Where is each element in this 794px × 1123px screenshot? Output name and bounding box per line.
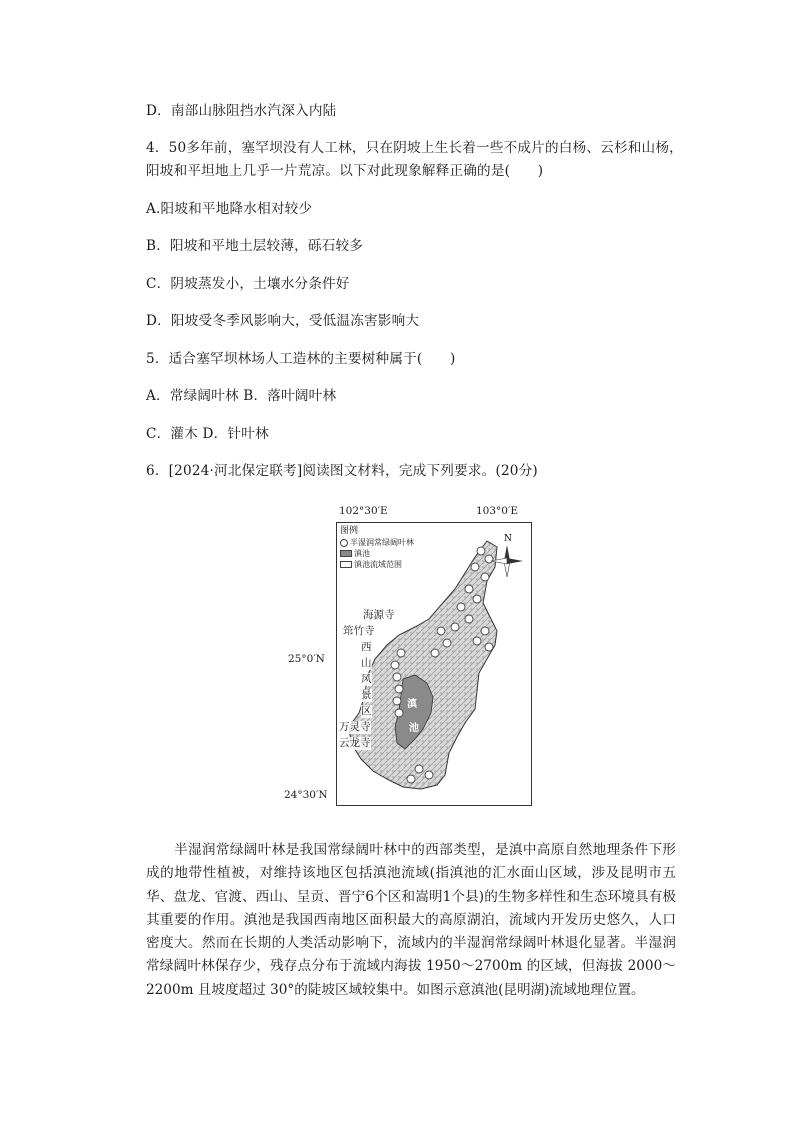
basin-symbol-icon [340,561,352,568]
q4-option-c: C．阴坡蒸发小，土壤水分条件好 [146,276,350,292]
map-legend [340,526,414,570]
place-xishan-2: 山 [361,657,372,669]
longitude-label-right: 103°0′E [476,505,519,517]
latitude-label-25: 25°0′N [288,653,325,665]
q4-stem-line-1: 4．50多年前，塞罕坝没有人工林，只在阴坡上生长着一些不成片的白杨、云杉和山杨， [146,140,683,156]
legend-item-lake: 滇池 [340,548,414,559]
place-xishan-5: 区 [361,705,372,717]
place-qiongzhu-temple: 筇竹寺 [343,625,375,637]
q6-stem: 6．[2024·河北保定联考]阅读图文材料，完成下列要求。(20分) [146,463,538,479]
latitude-label-24-30: 24°30′N [284,789,328,801]
legend-title: 图例 [340,526,359,536]
q5-stem: 5．适合塞罕坝林场人工造林的主要树种属于( ) [146,351,456,367]
legend-item-basin: 滇池流域范围 [340,559,414,570]
lake-label-1: 滇 [407,699,417,710]
place-xishan-4: 景 [361,689,372,701]
north-label: N [504,534,512,544]
forest-symbol-icon [340,539,348,547]
longitude-label-left: 102°30′E [339,505,388,517]
q5-options-ab: A．常绿阔叶林 B．落叶阔叶林 [146,388,337,404]
lake-symbol-icon [340,550,352,557]
q4-option-a: A.阳坡和平地降水相对较少 [146,201,313,217]
place-haiyuan-temple: 海源寺 [363,609,395,621]
q4-option-b: B．阳坡和平地土层较薄，砾石较多 [146,238,364,254]
q4-option-d: D．阳坡受冬季风影响大，受低温冻害影响大 [146,313,420,329]
q5-options-cd: C．灌木 D．针叶林 [146,426,269,442]
place-wanling-temple: 万灵寺 [339,721,371,733]
legend-item-forest: 半湿润常绿阔叶林 [340,537,414,548]
map-frame [336,522,532,806]
material-paragraph: 半湿润常绿阔叶林是我国常绿阔叶林中的西部类型，是滇中高原自然地理条件下形成的地带性植被，对维持该地区包括滇池流域(指滇池的汇水面山区域，涉及昆明市五华、盘龙、官渡、西山、呈贡、晋宁6个区和嵩明1个县)的生物多样性和生态环境具有极其重要的作用。滇池是我国西南地区面积最大的高原湖泊，流域内开发历史悠久，人口密度大。然而在长期的人类活动影响下，流域内的半湿润常绿阔叶林退化显著。半湿润常绿阔叶林保存少，残存点分布于流域内海拔 1950～2700m 的区域，但海拔 2000～2200m 且坡度超过 30°的陡坡区域较集中。如图示意滇池(昆明湖)流域地理位置。 [146,842,676,998]
lake-label-2: 池 [409,723,419,734]
place-yunlong-temple: 云龙寺 [339,737,371,749]
q4-stem-line-2: 阳坡和平坦地上几乎一片荒凉。以下对此现象解释正确的是( ) [146,163,544,179]
q3-option-d: D．南部山脉阻挡水汽深入内陆 [146,103,337,119]
place-xishan-3: 风 [361,673,372,685]
dianchi-basin-map [280,500,540,810]
place-xishan-1: 西 [361,641,372,653]
